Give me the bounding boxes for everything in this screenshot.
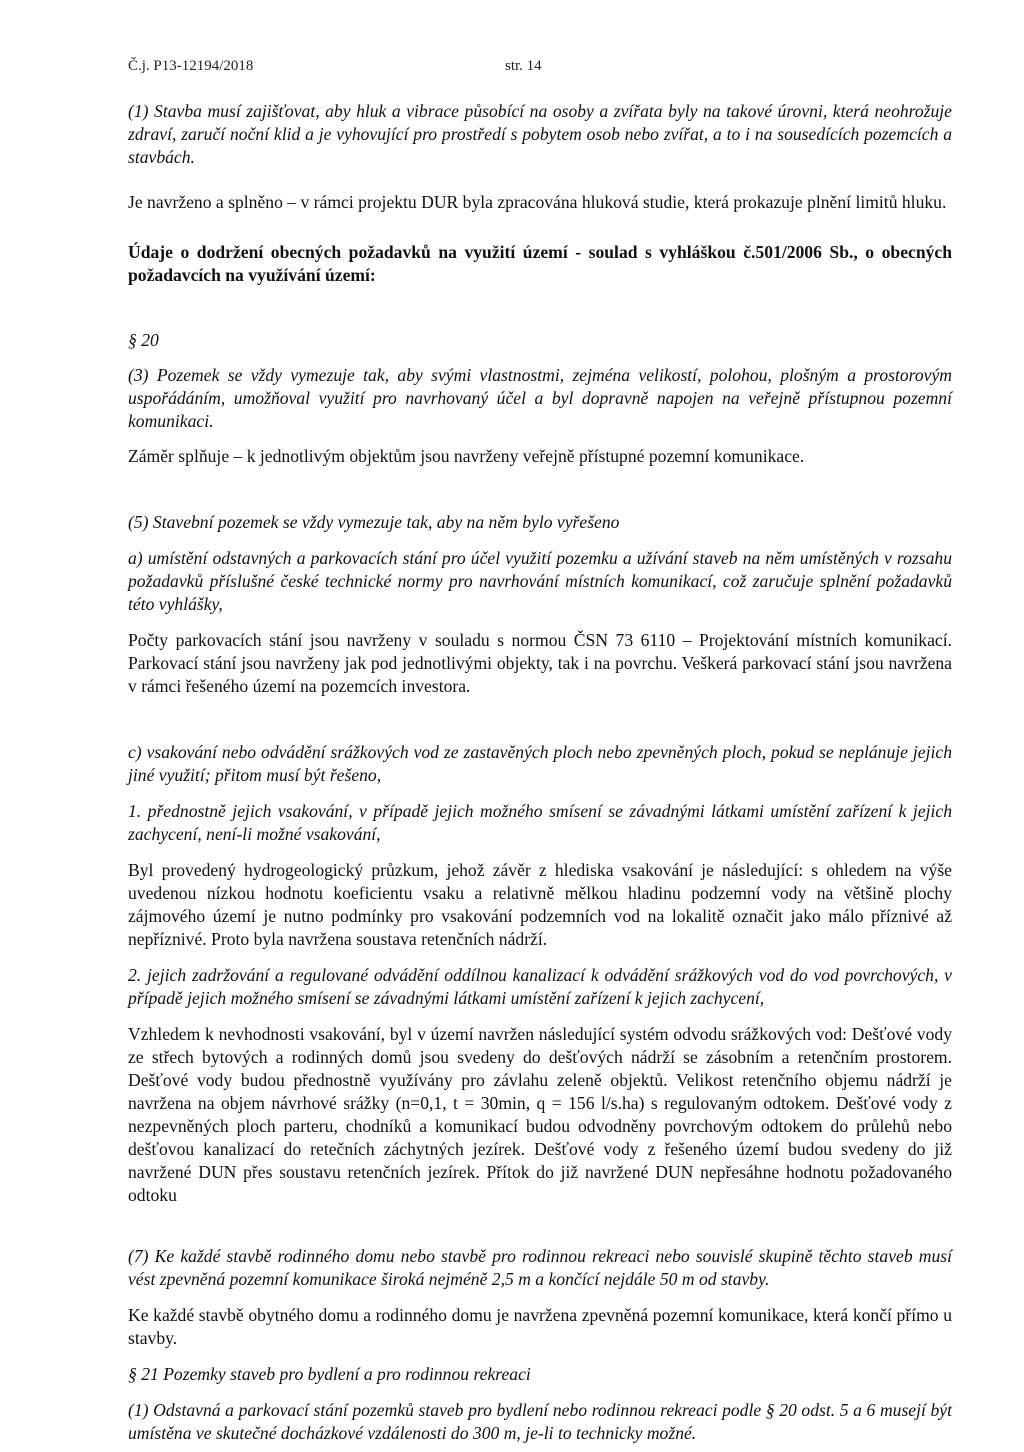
paragraph-parking-response: Počty parkovacích stání jsou navrženy v souladu s normou ČSN 73 6110 – Projektování místních komunikací. Parkovací stání jsou navrženy jak pod jednotlivými objekty, tak i na povrchu. Veškerá parkovací stání jsou navržena v rámci řešeného území na pozemcích investora. (128, 630, 952, 696)
paragraph-section-20: § 20 (128, 330, 159, 350)
paragraph-noise-requirement: (1) Stavba musí zajišťovat, aby hluk a vibrace působící na osoby a zvířata byly na takové úrovni, která neohrožuje zdraví, zaručí noční klid a je vyhovující pro prostředí s pobytem osob nebo zvířat, a to i na sousedících pozemcích a stavbách. (128, 101, 952, 167)
paragraph-retention-requirement: 2. jejich zadržování a regulované odvádění oddílnou kanalizací k odvádění srážkových vod do vod povrchových, v případě jejich možného smísení se závadnými látkami umístění zařízení k jejich zachycení, (128, 965, 952, 1008)
paragraph-noise-response: Je navrženo a splněno – v rámci projektu DUR byla zpracována hluková studie, která prokazuje plnění limitů hluku. (128, 192, 947, 212)
paragraph-road-response: Ke každé stavbě obytného domu a rodinného domu je navržena zpevněná pozemní komunikace, která končí přímo u stavby. (128, 1305, 952, 1348)
paragraph-stormwater-requirement: c) vsakování nebo odvádění srážkových vod ze zastavěných ploch nebo zpevněných ploch, pokud se neplánuje jejich jiné využití; přitom musí být řešeno, (128, 742, 952, 785)
paragraph-hydrogeology-response: Byl provedený hydrogeologický průzkum, jehož závěr z hlediska vsakování je následující: s ohledem na výše uvedenou nízkou hodnotu koeficientu vsaku a relativně mělkou hladinu podzemní vody na většině plochy zájmového území je nutno podmínky pro vsakování podzemních vod na lokalitě označit jako málo příznivé až nepříznivé. Proto byla navržena soustava retenčních nádrží. (128, 860, 952, 949)
paragraph-parking-distance: (1) Odstavná a parkovací stání pozemků staveb pro bydlení nebo rodinnou rekreaci podle § 20 odst. 5 a 6 musejí být umístěna ve skutečné docházkové vzdálenosti do 300 m, je-li to technicky možné. (128, 1400, 952, 1443)
paragraph-plot-definition: (3) Pozemek se vždy vymezuje tak, aby svými vlastnostmi, zejména velikostí, polohou, plošným a prostorovým uspořádáním, umožňoval využití pro navrhovaný účel a byl dopravně napojen na veřejně přístupnou pozemní komunikaci. (128, 365, 952, 431)
paragraph-section-21: § 21 Pozemky staveb pro bydlení a pro rodinnou rekreaci (128, 1364, 531, 1384)
section-heading: Údaje o dodržení obecných požadavků na využití území - soulad s vyhláškou č.501/2006 Sb., o obecných požadavcích na využívání území: (128, 242, 952, 285)
page-number: str. 14 (505, 58, 542, 74)
paragraph-drainage-response: Vzhledem k nevhodnosti vsakování, byl v území navržen následující systém odvodu srážkových vod: Dešťové vody ze střech bytových a rodinných domů jsou svedeny do dešťových nádrží se zásobním a retenčním prostorem. Dešťové vody budou přednostně využívány pro závlahu zeleně objektů. Velikost retenčního objemu nádrží je navržena na objem návrhové srážky (n=0,1, t = 30min, q = 156 l/s.ha) s regulovaným odtokem. Dešťové vody z nezpevněných ploch parteru, chodníků a komunikací budou odvodněny povrchovým odtokem do průlehů nebo dešťovou kanalizací do retečních záchytných jezírek. Dešťové vody z řešeného území budou svedeny do již navržené DUN přes soustavu retenčních jezírek. Přítok do již navržené DUN nepřesáhne hodnotu požadovaného odtoku (128, 1024, 952, 1205)
paragraph-plot-response: Záměr splňuje – k jednotlivým objektům jsou navrženy veřejně přístupné pozemní komunikace. (128, 446, 805, 466)
reference-number: Č.j. P13-12194/2018 (128, 58, 254, 74)
paragraph-parking-requirement: a) umístění odstavných a parkovacích stání pro účel využití pozemku a užívání staveb na něm umístěných v rozsahu požadavků příslušné české technické normy pro navrhování místních komunikací, což zaručuje splnění požadavků této vyhlášky, (128, 548, 952, 614)
paragraph-infiltration-requirement: 1. přednostně jejich vsakování, v případě jejich možného smísení se závadnými látkami umístění zařízení k jejich zachycení, není-li možné vsakování, (128, 801, 952, 844)
document-body (128, 96, 952, 1445)
paragraph-road-requirement: (7) Ke každé stavbě rodinného domu nebo stavbě pro rodinnou rekreaci nebo souvislé skupině těchto staveb musí vést zpevněná pozemní komunikace široká nejméně 2,5 m a končící nejdále 50 m od stavby. (128, 1246, 952, 1289)
paragraph-building-plot: (5) Stavební pozemek se vždy vymezuje tak, aby na něm bylo vyřešeno (128, 512, 620, 532)
